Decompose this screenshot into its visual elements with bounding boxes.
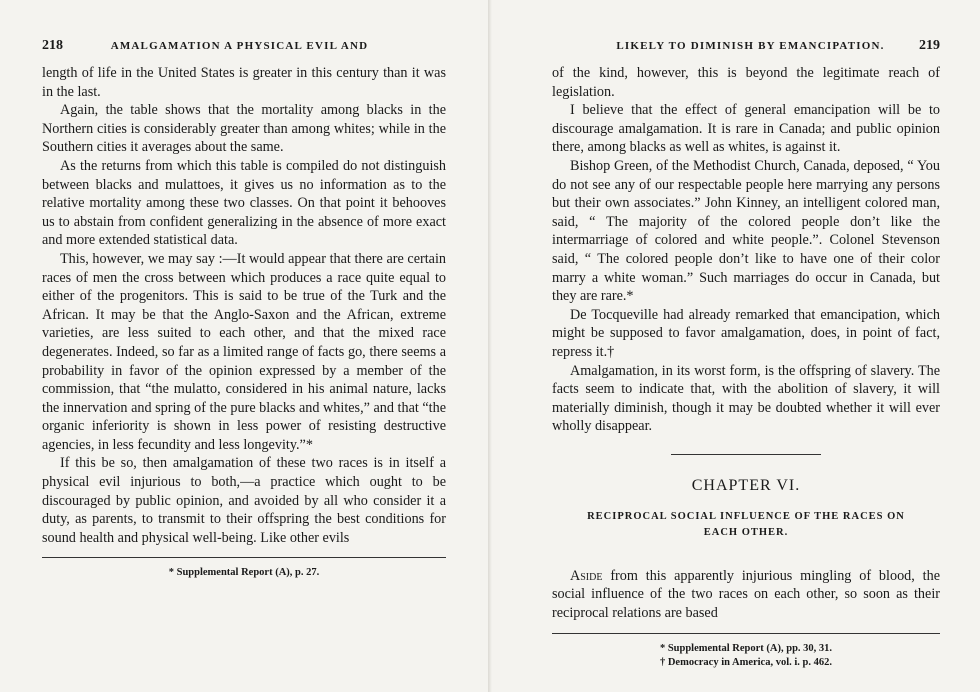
left-running-head (42, 38, 446, 54)
paragraph: As the returns from which this table is compiled do not distinguish between blacks and mulattoes, it gives us no information as to the relative mortality among these two classes. On that point it behooves us to abstain from confident generalizing in the absence of more exact and more extended statistical data. (42, 157, 446, 249)
left-body (42, 64, 446, 547)
paragraph: This, however, we may say :—It would appear that there are certain races of men the cross between which produces a race quite equal to either of the progenitors. This is said to be true of the Turk and the African. It may be that the Anglo-Saxon and the African, extreme varieties, are less suited to each other, and that the mixed race degenerates. Indeed, so far as a limited range of facts go, there seems a probability in favor of the opinion expressed by a member of the commission, that “the mulatto, considered in his animal nature, lacks the innervation and spring of the pure blacks and whites,” and that “the organic inferiority is shown in less power of resisting destructive agencies, in less fecundity and less longevity.”* (42, 250, 446, 453)
left-running-title: AMALGAMATION A PHYSICAL EVIL AND (110, 40, 369, 52)
right-running-title: LIKELY TO DIMINISH BY EMANCIPATION. (616, 40, 885, 52)
chapter-subtitle (552, 509, 940, 541)
right-running-head (552, 38, 940, 54)
paragraph: De Tocqueville had already remarked that emancipation, which might be supposed to favor amalgamation, does, in point of fact, repress it.† (552, 306, 940, 360)
paragraph: Bishop Green, of the Methodist Church, Canada, deposed, “ You do not see any of our respectable people here marrying any persons but their own associates.” John Kinney, an intelligent colored man, said, “ The majority of the colored people don’t like the intermarriage of colored and white people.”. Colonel Stevenson said, “ The colored people don’t like to have one of their color marry a white woman.” Such marriages do occur in Canada, but they are rare.* (552, 157, 940, 305)
right-page (490, 0, 980, 692)
footnote-rule (42, 557, 446, 558)
paragraph: Amalgamation, in its worst form, is the offspring of slavery. The facts seem to indicate that, with the abolition of slavery, it will materially diminish, though it may be doubted whether it will ever wholly disappear. (552, 362, 940, 435)
chapter-text: from this apparently injurious mingling of blood, the social influence of the two races on each other, so soon as their reciprocal relations are based (552, 567, 940, 622)
footnote: * Supplemental Report (A), p. 27. (168, 567, 320, 579)
chapter-body (552, 567, 940, 623)
footnote: † Democracy in America, vol. i. p. 462. (659, 656, 833, 668)
chapter-subtitle-line: EACH OTHER. (703, 526, 789, 538)
right-page-number: 219 (918, 38, 940, 53)
paragraph: I believe that the effect of general emancipation will be to discourage amalgamation. It is rare in Canada; and public opinion there, among blacks as well as whites, is against it. (552, 102, 940, 156)
chapter-subtitle-line: RECIPROCAL SOCIAL INFLUENCE OF THE RACES ON (587, 510, 905, 522)
left-page-number: 218 (42, 38, 63, 53)
paragraph: of the kind, however, this is beyond the legitimate reach of legislation. (552, 65, 940, 100)
paragraph: length of life in the United States is greater in this century than it was in the last. (42, 65, 446, 100)
paragraph (552, 567, 940, 623)
section-separator (671, 454, 821, 455)
right-body (552, 64, 940, 436)
chapter-first-word: Aside (570, 567, 603, 584)
paragraph: Again, the table shows that the mortality among blacks in the Northern cities is considerably greater than among whites; while in the Southern cities it averages about the same. (42, 102, 446, 156)
footnote-rule (552, 633, 940, 634)
footnote: * Supplemental Report (A), pp. 30, 31. (659, 642, 833, 654)
chapter-title: CHAPTER VI. (691, 476, 801, 494)
paragraph: If this be so, then amalgamation of these two races is in itself a physical evil injurious to both,—a practice which ought to be discouraged by public opinion, and avoided by all who consider it a duty, as parents, to transmit to their offspring the best conditions for sound health and physical well-being. Like other evils (42, 455, 446, 546)
